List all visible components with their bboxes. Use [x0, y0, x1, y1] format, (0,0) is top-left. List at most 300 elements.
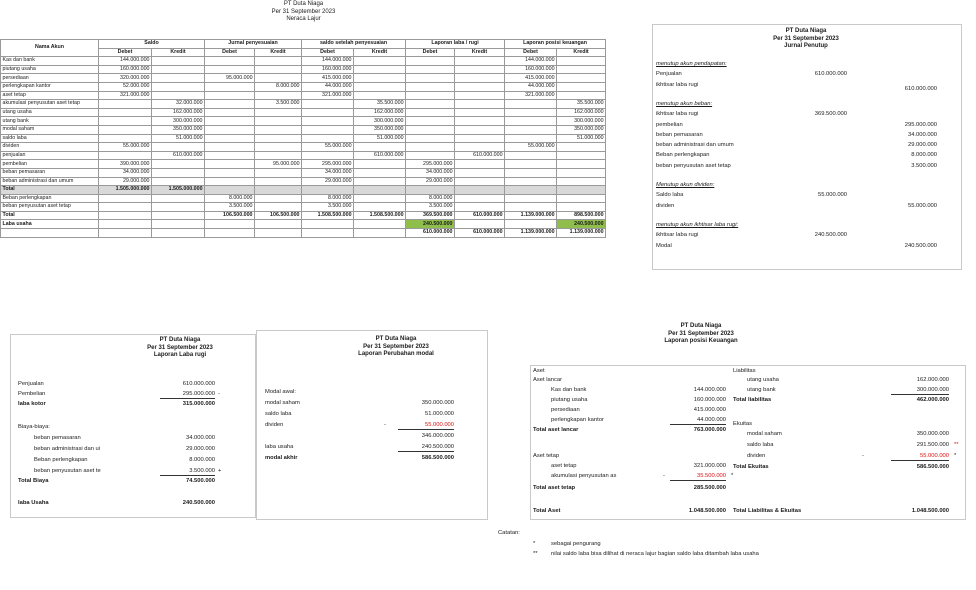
- bs-depreciation-value: 35.500.000: [670, 473, 726, 481]
- ws-value-cell: [302, 151, 354, 160]
- income-period: Per 31 September 2023: [147, 344, 213, 351]
- ws-debet-header: Debet: [99, 48, 152, 57]
- ws-value-cell: [99, 203, 152, 212]
- ws-total-row: [1, 186, 606, 195]
- ws-value-cell: [354, 82, 406, 91]
- ws-empty-cell: [152, 229, 205, 238]
- ws-value-cell: 8.000.000: [406, 194, 455, 203]
- ws-value-cell: [205, 65, 255, 74]
- bs-bank-loan-value: 300.000.000: [891, 387, 949, 395]
- bs-fixed-asset-label: aset tetap: [551, 463, 577, 469]
- ws-value-cell: [505, 134, 557, 143]
- ws-value-cell: 320.000.000: [99, 74, 152, 83]
- bs-total-liab-label: Total liabilitas: [733, 397, 772, 403]
- bs-equity-header: Ekuitas: [733, 421, 753, 427]
- ws-value-cell: [152, 82, 205, 91]
- ws-value-cell: [505, 194, 557, 203]
- ws-value-cell: [302, 108, 354, 117]
- ws-empty-cell: [255, 186, 302, 195]
- bs-note2-text: nilai saldo laba bisa dilihat di neraca lajur bagian saldo laba ditambah laba usaha: [551, 551, 759, 557]
- ws-account-name: akumulasi penyusutan aset tetap: [1, 100, 99, 109]
- ws-value-cell: 350.000.000: [557, 125, 606, 134]
- closing-credit-value: 8.000.000: [911, 152, 937, 159]
- ws-value-cell: 95.000.000: [255, 160, 302, 169]
- bs-depreciation-label: akumulasi penyusutan as: [551, 473, 617, 479]
- ws-total-value: [99, 211, 152, 220]
- closing-credit-value: 34.000.000: [907, 131, 937, 138]
- bs-current-assets-header: Aset lancar: [533, 377, 562, 383]
- ws-total-value: 898.500.000: [557, 211, 606, 220]
- ws-empty-cell: [99, 229, 152, 238]
- bs-note1-mark: *: [533, 541, 536, 547]
- ws-debet-header: Debet: [406, 48, 455, 57]
- ws-empty-cell: [557, 186, 606, 195]
- equity-profit-value: 240.500.000: [398, 444, 454, 452]
- closing-credit-value: 55.000.000: [907, 202, 937, 209]
- bs-note2-mark: **: [533, 551, 538, 557]
- bs-total-equity-label: Total Ekuitas: [733, 464, 769, 470]
- ws-empty-cell: [205, 229, 255, 238]
- ws-group-header: Saldo: [99, 40, 205, 49]
- ws-value-cell: [406, 117, 455, 126]
- ws-value-cell: 29.000.000: [406, 177, 455, 186]
- ws-value-cell: [205, 108, 255, 117]
- closing-account-label: Modal: [656, 242, 672, 249]
- ws-value-cell: [455, 100, 505, 109]
- ws-value-cell: [557, 82, 606, 91]
- bs-share-capital-value: 350.000.000: [916, 431, 949, 437]
- ws-value-cell: [406, 65, 455, 74]
- ws-value-cell: [302, 125, 354, 134]
- ws-value-cell: [152, 91, 205, 100]
- ws-kredit-header: Kredit: [455, 48, 505, 57]
- ws-final-value: 610.000.000: [455, 229, 505, 238]
- ws-value-cell: [557, 65, 606, 74]
- income-gross-value: 315.000.000: [182, 401, 215, 407]
- bs-inventory-label: persediaan: [551, 407, 580, 413]
- ws-total-value: 610.000.000: [455, 211, 505, 220]
- income-total-cost-value: 74.500.000: [185, 478, 215, 484]
- ws-value-cell: [99, 100, 152, 109]
- ws-value-cell: [455, 117, 505, 126]
- closing-debit-value: 369.500.000: [814, 111, 847, 118]
- ws-value-cell: [455, 194, 505, 203]
- closing-credit-value: 240.500.000: [904, 242, 937, 249]
- ws-value-cell: [557, 160, 606, 169]
- ws-value-cell: 610.000.000: [354, 151, 406, 160]
- ws-value-cell: [455, 57, 505, 66]
- ws-kredit-header: Kredit: [354, 48, 406, 57]
- income-statement-panel: [10, 334, 255, 518]
- income-operating-value: 240.500.000: [182, 500, 215, 506]
- ws-value-cell: [205, 177, 255, 186]
- ws-value-cell: [455, 74, 505, 83]
- bs-notes-label: Catatan:: [498, 530, 520, 536]
- ws-value-cell: 350.000.000: [354, 125, 406, 134]
- ws-empty-cell: [354, 229, 406, 238]
- equity-statement-panel: [256, 330, 488, 520]
- ws-value-cell: 35.500.000: [557, 100, 606, 109]
- ws-account-row: [1, 91, 606, 100]
- bs-total-fixed-label: Total aset tetap: [533, 485, 576, 491]
- bs-supplies-label: perlengkapan kantor: [551, 417, 604, 423]
- ws-value-cell: [99, 134, 152, 143]
- ws-value-cell: 32.000.000: [152, 100, 205, 109]
- ws-account-row: [1, 100, 606, 109]
- closing-credit-value: 29.000.000: [907, 142, 937, 149]
- ws-value-cell: 51.000.000: [152, 134, 205, 143]
- ws-account-row: [1, 108, 606, 117]
- worksheet-table: [0, 39, 606, 238]
- balance-sheet-panel: [496, 320, 966, 563]
- ws-value-cell: [557, 91, 606, 100]
- ws-value-cell: [255, 108, 302, 117]
- ws-account-name: modal saham: [1, 125, 99, 134]
- ws-value-cell: [205, 117, 255, 126]
- ws-value-cell: 34.000.000: [302, 168, 354, 177]
- ws-value-cell: 51.000.000: [557, 134, 606, 143]
- ws-value-cell: [557, 203, 606, 212]
- ws-account-name: beban penyusutan aset tetap: [1, 203, 99, 212]
- ws-value-cell: 3.500.000: [302, 203, 354, 212]
- ws-kredit-header: Kredit: [152, 48, 205, 57]
- ws-empty-cell: [302, 229, 354, 238]
- ws-account-row: [1, 57, 606, 66]
- ws-value-cell: [505, 108, 557, 117]
- ws-value-cell: [406, 100, 455, 109]
- bs-liabilities-header: Liabilitas: [733, 368, 756, 374]
- ws-value-cell: [455, 168, 505, 177]
- closing-debit-value: 55.000.000: [817, 192, 847, 199]
- ws-account-name: utang bank: [1, 117, 99, 126]
- ws-account-row: [1, 117, 606, 126]
- closing-account-label: beban pemasaran: [656, 131, 703, 138]
- ws-account-name: persediaan: [1, 74, 99, 83]
- ws-value-cell: [354, 203, 406, 212]
- closing-section-header: menutup akun pendapatan:: [656, 61, 727, 67]
- bs-total-assets-value: 1.048.500.000: [688, 508, 726, 514]
- ws-value-cell: 52.000.000: [99, 82, 152, 91]
- ws-value-cell: 144.000.000: [99, 57, 152, 66]
- ws-value-cell: [455, 203, 505, 212]
- ws-value-cell: 144.000.000: [505, 57, 557, 66]
- ws-value-cell: [205, 125, 255, 134]
- bs-total-current-label: Total aset lancar: [533, 427, 579, 433]
- closing-journal-panel: [652, 24, 962, 270]
- equity-retained-label: saldo laba: [265, 411, 292, 417]
- worksheet-title: [0, 1, 607, 24]
- ws-empty-cell: [99, 220, 152, 229]
- ws-value-cell: [152, 168, 205, 177]
- closing-account-label: ikhtisar laba rugi: [656, 111, 699, 118]
- income-cost-value: 8.000.000: [189, 457, 215, 463]
- ws-value-cell: [557, 74, 606, 83]
- bs-total-fixed-value: 285.500.000: [693, 485, 726, 491]
- ws-account-name: aset tetap: [1, 91, 99, 100]
- equity-period: Per 31 September 2023: [363, 343, 429, 350]
- bs-depreciation-minus: -: [663, 473, 665, 479]
- bs-assets-header: Aset: [533, 368, 545, 374]
- bs-cash-label: Kas dan bank: [551, 387, 587, 393]
- income-plus-sign: +: [218, 468, 222, 474]
- ws-account-name: Kas dan bank: [1, 57, 99, 66]
- ws-value-cell: [302, 134, 354, 143]
- worksheet-name: Neraca Lajur: [286, 16, 321, 22]
- equity-dividend-label: dividen: [265, 422, 284, 428]
- ws-value-cell: 8.000.000: [255, 82, 302, 91]
- ws-adjust-row: [1, 203, 606, 212]
- ws-value-cell: [152, 74, 205, 83]
- ws-value-cell: 610.000.000: [455, 151, 505, 160]
- ws-value-cell: [455, 108, 505, 117]
- ws-value-cell: [205, 143, 255, 152]
- bs-inventory-value: 415.000.000: [693, 407, 726, 413]
- equity-closing-value: 586.500.000: [421, 455, 454, 461]
- ws-grand-total-row: [1, 211, 606, 220]
- bs-payable-value: 162.000.000: [916, 377, 949, 383]
- ws-value-cell: [205, 57, 255, 66]
- ws-total-label: Total: [1, 186, 99, 195]
- ws-value-cell: [255, 65, 302, 74]
- ws-value-cell: [455, 134, 505, 143]
- ws-value-cell: [99, 151, 152, 160]
- income-gross-label: laba kotor: [18, 401, 46, 407]
- closing-debit-value: 240.500.000: [814, 232, 847, 239]
- ws-value-cell: [505, 117, 557, 126]
- ws-value-cell: [302, 100, 354, 109]
- bs-total-equity-value: 586.500.000: [916, 464, 949, 470]
- ws-value-cell: [255, 168, 302, 177]
- ws-profit-kredit: 240.500.000: [557, 220, 606, 229]
- bs-fixed-assets-header: Aset tetap: [533, 453, 560, 459]
- ws-value-cell: [205, 82, 255, 91]
- ws-empty-cell: [406, 186, 455, 195]
- ws-adjust-row: [1, 194, 606, 203]
- ws-value-cell: [557, 143, 606, 152]
- ws-account-row: [1, 82, 606, 91]
- bs-total-current-value: 763.000.000: [693, 427, 726, 433]
- ws-header-groups: [1, 40, 606, 49]
- equity-share-capital-value: 350.000.000: [421, 400, 454, 406]
- ws-value-cell: 300.000.000: [557, 117, 606, 126]
- ws-value-cell: 55.000.000: [302, 143, 354, 152]
- bs-total-le-value: 1.048.500.000: [911, 508, 949, 514]
- ws-profit-label: Laba usaha: [1, 220, 99, 229]
- ws-value-cell: 51.000.000: [354, 134, 406, 143]
- ws-value-cell: [354, 74, 406, 83]
- ws-value-cell: [354, 168, 406, 177]
- closing-account-label: ikhtisar laba rugi: [656, 81, 699, 88]
- ws-value-cell: [406, 82, 455, 91]
- ws-value-cell: [152, 203, 205, 212]
- ws-value-cell: [406, 91, 455, 100]
- equity-closing-label: modal akhir: [265, 455, 298, 461]
- bs-share-capital-label: modal saham: [747, 431, 782, 437]
- ws-account-row: [1, 143, 606, 152]
- ws-debet-header: Debet: [505, 48, 557, 57]
- ws-value-cell: 29.000.000: [99, 177, 152, 186]
- ws-value-cell: [302, 117, 354, 126]
- ws-value-cell: [406, 108, 455, 117]
- worksheet-panel: [0, 0, 607, 270]
- ws-value-cell: [406, 151, 455, 160]
- ws-value-cell: 8.000.000: [302, 194, 354, 203]
- ws-total-value: 106.500.000: [205, 211, 255, 220]
- ws-account-name: utang usaha: [1, 108, 99, 117]
- ws-value-cell: [152, 143, 205, 152]
- ws-value-cell: [505, 177, 557, 186]
- ws-value-cell: [354, 91, 406, 100]
- ws-value-cell: 295.000.000: [302, 160, 354, 169]
- equity-dividend-value: 55.000.000: [398, 422, 454, 430]
- ws-value-cell: [354, 57, 406, 66]
- equity-title: [316, 336, 476, 359]
- ws-group-header: Laporan posisi keuangan: [505, 40, 606, 49]
- ws-value-cell: [255, 117, 302, 126]
- ws-value-cell: 160.000.000: [505, 65, 557, 74]
- ws-value-cell: [255, 194, 302, 203]
- ws-value-cell: 95.000.000: [205, 74, 255, 83]
- ws-account-name: beban pemasaran: [1, 168, 99, 177]
- bs-receivable-value: 160.000.000: [693, 397, 726, 403]
- ws-value-cell: [255, 134, 302, 143]
- ws-value-cell: 162.000.000: [354, 108, 406, 117]
- bs-retained-label: saldo laba: [747, 442, 774, 448]
- ws-value-cell: 34.000.000: [99, 168, 152, 177]
- ws-value-cell: [255, 57, 302, 66]
- income-cost-label: beban penyusutan aset te: [34, 468, 101, 474]
- closing-debit-value: 610.000.000: [814, 71, 847, 78]
- ws-value-cell: [205, 134, 255, 143]
- closing-name: Jurnal Penutup: [784, 43, 828, 49]
- ws-empty-cell: [354, 186, 406, 195]
- ws-total-value: 1.508.500.000: [302, 211, 354, 220]
- ws-account-name: Beban perlengkapan: [1, 194, 99, 203]
- income-cost-label: Beban perlengkapan: [34, 457, 88, 463]
- bs-bank-loan-label: utang bank: [747, 387, 776, 393]
- ws-value-cell: 610.000.000: [152, 151, 205, 160]
- ws-empty-cell: [455, 186, 505, 195]
- bs-payable-label: utang usaha: [747, 377, 779, 383]
- ws-total-value: 369.500.000: [406, 211, 455, 220]
- closing-account-label: Beban perlengkapan: [656, 152, 710, 159]
- ws-profit-debet: 240.500.000: [406, 220, 455, 229]
- ws-value-cell: [505, 100, 557, 109]
- equity-subtotal-value: 346.000.000: [421, 433, 454, 439]
- income-company: PT Duta Niaga: [159, 337, 201, 343]
- ws-value-cell: [505, 168, 557, 177]
- balance-name: Laporan posisi Keuangan: [664, 338, 738, 344]
- bs-total-liab-value: 462.000.000: [916, 397, 949, 403]
- ws-value-cell: [455, 91, 505, 100]
- ws-value-cell: 3.500.000: [255, 100, 302, 109]
- ws-value-cell: 300.000.000: [354, 117, 406, 126]
- ws-account-row: [1, 160, 606, 169]
- ws-value-cell: [152, 65, 205, 74]
- ws-account-row: [1, 125, 606, 134]
- income-purchase-label: Pembelian: [18, 391, 46, 397]
- ws-value-cell: [557, 151, 606, 160]
- bs-depreciation-star: *: [731, 473, 734, 479]
- closing-credit-value: 295.000.000: [904, 121, 937, 128]
- ws-value-cell: [99, 117, 152, 126]
- ws-value-cell: 3.500.000: [406, 203, 455, 212]
- ws-value-cell: 350.000.000: [152, 125, 205, 134]
- income-minus-sign: -: [218, 391, 220, 397]
- bs-dividend-star: *: [954, 453, 957, 459]
- income-total-cost-label: Total Biaya: [18, 478, 49, 484]
- ws-value-cell: [152, 160, 205, 169]
- balance-company: PT Duta Niaga: [680, 323, 722, 329]
- ws-empty-cell: [302, 220, 354, 229]
- ws-value-cell: [99, 194, 152, 203]
- ws-final-row: [1, 229, 606, 238]
- ws-value-cell: 3.500.000: [205, 203, 255, 212]
- ws-value-cell: [455, 125, 505, 134]
- bs-retained-value: 291.500.000: [916, 442, 949, 448]
- ws-value-cell: [354, 143, 406, 152]
- ws-empty-cell: [302, 186, 354, 195]
- ws-value-cell: [406, 57, 455, 66]
- ws-value-cell: [455, 143, 505, 152]
- closing-company: PT Duta Niaga: [785, 28, 827, 34]
- ws-value-cell: 415.000.000: [302, 74, 354, 83]
- ws-empty-cell: [255, 229, 302, 238]
- bs-dividend-value: 55.000.000: [891, 453, 949, 461]
- ws-value-cell: [255, 125, 302, 134]
- equity-opening-label: Modal awal:: [265, 389, 296, 395]
- income-operating-label: laba Usaha: [18, 500, 49, 506]
- ws-value-cell: [557, 194, 606, 203]
- ws-empty-cell: [205, 220, 255, 229]
- bs-note1-text: sebagai pengurang: [551, 541, 601, 547]
- income-sales-value: 610.000.000: [182, 381, 215, 387]
- ws-kredit-header: Kredit: [557, 48, 606, 57]
- ws-account-name: saldo laba: [1, 134, 99, 143]
- ws-account-row: [1, 74, 606, 83]
- ws-account-name: dividen: [1, 143, 99, 152]
- ws-empty-cell: [152, 220, 205, 229]
- ws-value-cell: [354, 160, 406, 169]
- ws-debet-header: Debet: [302, 48, 354, 57]
- ws-value-cell: [205, 168, 255, 177]
- income-sales-label: Penjualan: [18, 381, 44, 387]
- ws-value-cell: 34.000.000: [406, 168, 455, 177]
- equity-profit-label: laba usaha: [265, 444, 294, 450]
- ws-final-value: 1.139.000.000: [505, 229, 557, 238]
- income-cost-value: 34.000.000: [185, 435, 215, 441]
- ws-value-cell: [152, 194, 205, 203]
- ws-value-cell: [505, 203, 557, 212]
- income-cost-label: beban administrasi dan ui: [34, 446, 101, 452]
- ws-value-cell: 162.000.000: [557, 108, 606, 117]
- ws-account-row: [1, 151, 606, 160]
- ws-value-cell: 300.000.000: [152, 117, 205, 126]
- closing-credit-value: 610.000.000: [904, 85, 937, 92]
- ws-value-cell: [406, 134, 455, 143]
- ws-value-cell: 44.000.000: [505, 82, 557, 91]
- ws-value-cell: 415.000.000: [505, 74, 557, 83]
- ws-group-header: Laporan laba / rugi: [406, 40, 505, 49]
- ws-profit-row: [1, 220, 606, 229]
- income-name: Laporan Laba rugi: [153, 352, 207, 358]
- ws-value-cell: 321.000.000: [302, 91, 354, 100]
- closing-account-label: Saldo laba: [656, 192, 684, 199]
- closing-section-header: Menutup akun dividen:: [656, 182, 715, 188]
- ws-final-value: 1.139.000.000: [557, 229, 606, 238]
- ws-total-value: 1.139.000.000: [505, 211, 557, 220]
- ws-empty-cell: [354, 220, 406, 229]
